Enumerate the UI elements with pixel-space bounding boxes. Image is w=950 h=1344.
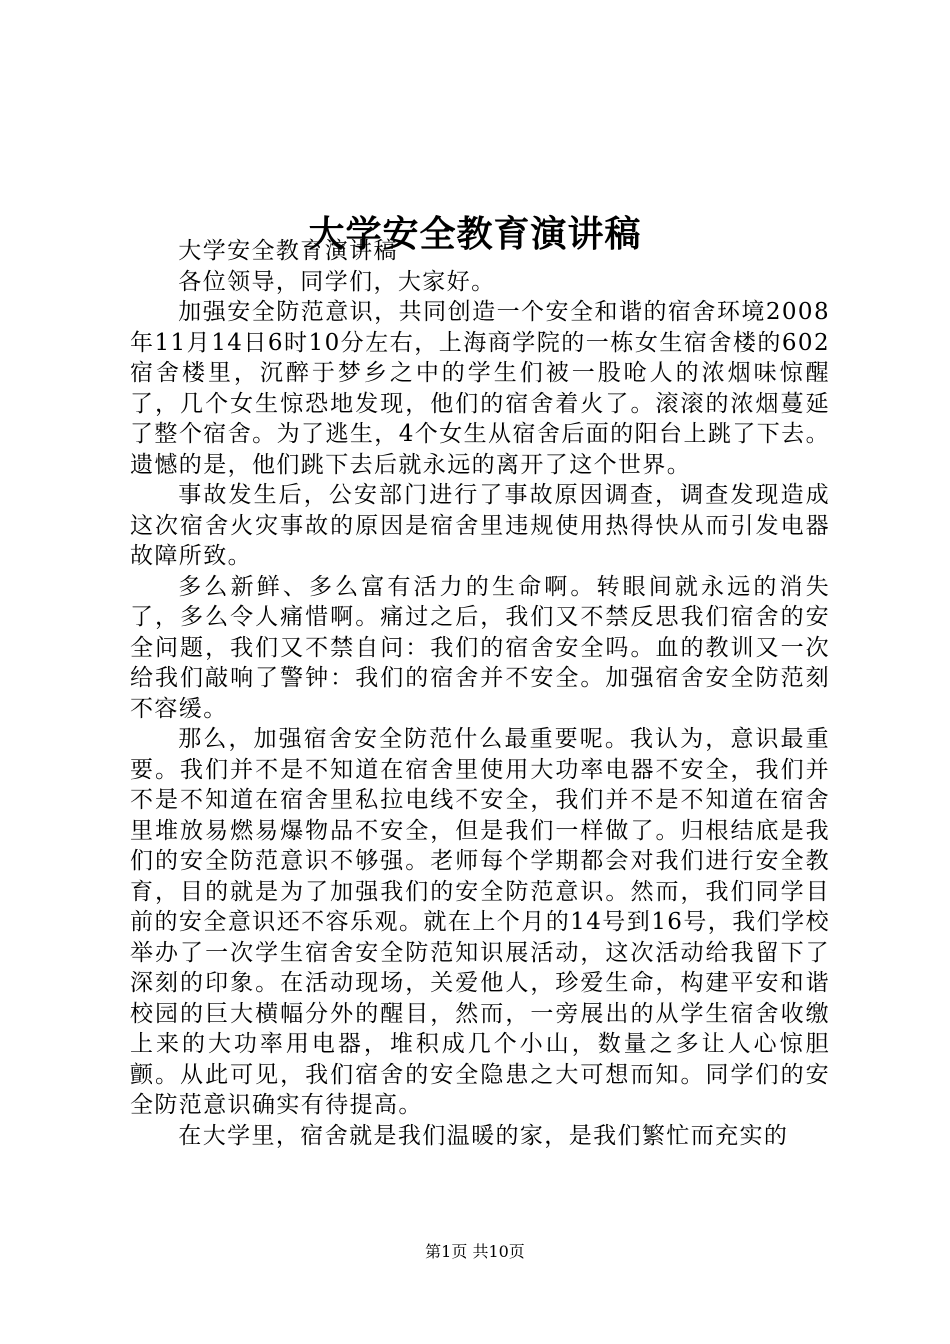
- paragraph-dormitory: 在大学里，宿舍就是我们温暖的家，是我们繁忙而充实的: [178, 1122, 789, 1149]
- paragraph-investigation: 事故发生后，公安部门进行了事故原因调查，调查发现造成这次宿舍火灾事故的原因是宿舍里违规使用热得快从而引发电器故障所致。: [130, 482, 830, 569]
- paragraph-incident: 加强安全防范意识，共同创造一个安全和谐的宿舍环境2008年11月14日6时10分左右，上海商学院的一栋女生宿舍楼的602宿舍楼里，沉醉于梦乡之中的学生们被一股呛人的浓烟味惊醒了，几个女生惊恐地发现，他们的宿舍着火了。滚滚的浓烟蔓延了整个宿舍。为了逃生，4个女生从宿舍后面的阳台上跳了下去。遗憾的是，他们跳下去后就永远的离开了这个世界。: [130, 299, 830, 478]
- paragraph-greeting: 各位领导，同学们，大家好。: [178, 268, 496, 295]
- document-title: 大学安全教育演讲稿: [308, 213, 642, 256]
- paragraph-reflection: 多么新鲜、多么富有活力的生命啊。转眼间就永远的消失了，多么令人痛惜啊。痛过之后，我们又不禁反思我们宿舍的安全问题，我们又不禁自问：我们的宿舍安全吗。血的教训又一次给我们敲响了警钟：我们的宿舍并不安全。加强宿舍安全防范刻不容缓。: [130, 573, 830, 722]
- document-body: [130, 236, 830, 1151]
- paragraph-subtitle: 大学安全教育演讲稿: [178, 238, 398, 264]
- paragraph-awareness: 那么，加强宿舍安全防范什么最重要呢。我认为，意识最重要。我们并不是不知道在宿舍里使用大功率电器不安全，我们并不是不知道在宿舍里私拉电线不安全，我们并不是不知道在宿舍里堆放易燃易爆物品不安全，但是我们一样做了。归根结底是我们的安全防范意识不够强。老师每个学期都会对我们进行安全教育，目的就是为了加强我们的安全防范意识。然而，我们同学目前的安全意识还不容乐观。就在上个月的14号到16号，我们学校举办了一次学生宿舍安全防范知识展活动，这次活动给我留下了深刻的印象。在活动现场，关爱他人，珍爱生命，构建平安和谐校园的巨大横幅分外的醒目，然而，一旁展出的从学生宿舍收缴上来的大功率用电器，堆积成几个小山，数量之多让人心惊胆颤。从此可见，我们宿舍的安全隐患之大可想而知。同学们的安全防范意识确实有待提高。: [130, 726, 830, 1118]
- page-footer: 第1页 共10页: [425, 1242, 525, 1261]
